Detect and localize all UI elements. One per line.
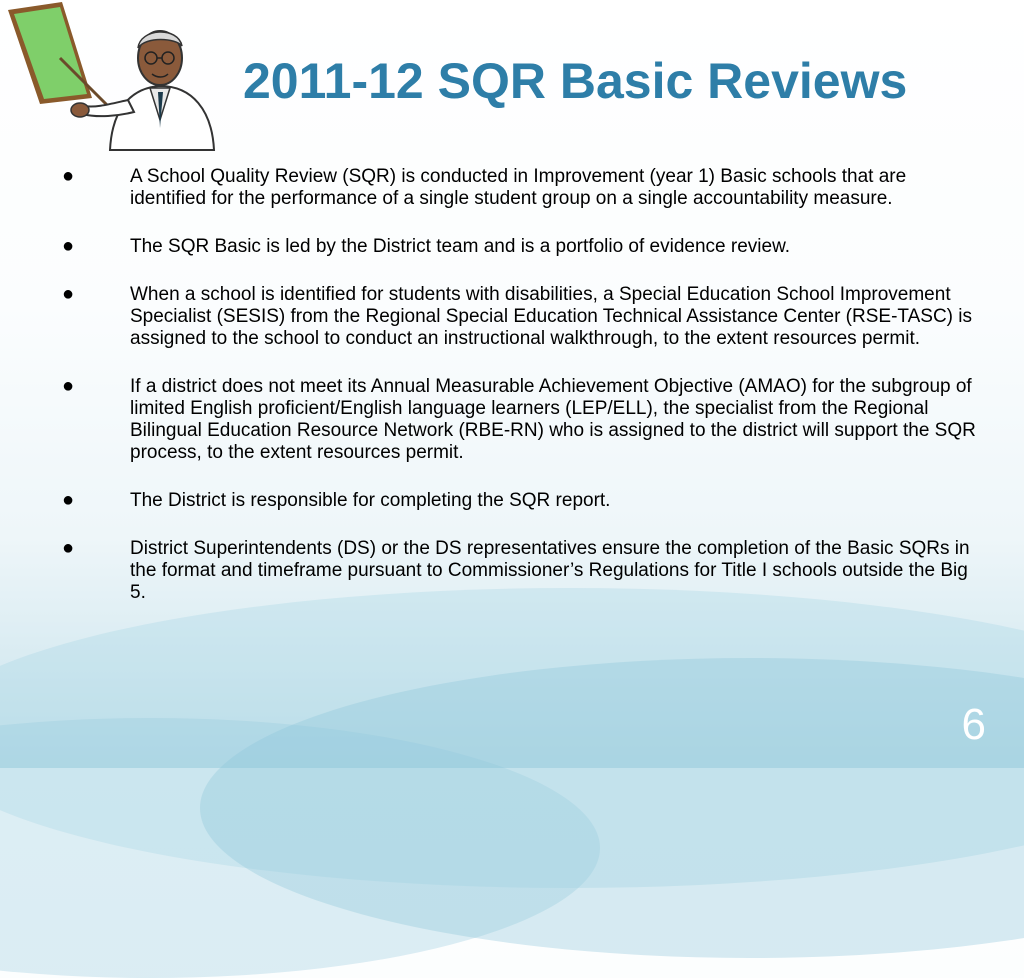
teacher-clipart-icon (0, 0, 230, 160)
list-item (60, 490, 980, 512)
list-item (60, 236, 980, 258)
bullet-text: The SQR Basic is led by the District team and is a portfolio of evidence review. (130, 236, 791, 257)
bullet-text: When a school is identified for students with disabilities, a Special Education School Improvement Specialist (SESIS) from the Regional Special Education Technical Assistance Center (RSE-TASC) is assigned to the school to conduct an instructional walkthrough, to the extent resources permit. (130, 284, 972, 349)
slide-title: 2011-12 SQR Basic Reviews (243, 53, 908, 109)
bullet-text: The District is responsible for completing the SQR report. (130, 490, 611, 511)
page-number: 6 (961, 700, 986, 749)
bullet-text: If a district does not meet its Annual Measurable Achievement Objective (AMAO) for the subgroup of limited English proficient/English language learners (LEP/ELL), the specialist from the Regional Bilingual Education Resource Network (RBE-RN) who is assigned to the district will support the SQR process, to the extent resources permit. (130, 376, 976, 463)
list-item (60, 166, 980, 210)
bullet-dot-icon: ● (62, 537, 75, 559)
bullet-dot-icon: ● (62, 235, 75, 257)
bullet-dot-icon: ● (62, 165, 75, 187)
bullet-dot-icon: ● (62, 489, 75, 511)
bullet-text: A School Quality Review (SQR) is conducted in Improvement (year 1) Basic schools that are identified for the performance of a single student group on a single accountability measure. (130, 166, 907, 209)
bullet-list (60, 166, 980, 630)
list-item (60, 376, 980, 464)
bullet-text: District Superintendents (DS) or the DS representatives ensure the completion of the Basic SQRs in the format and timeframe pursuant to Commissioner’s Regulations for Title I schools outside the Big 5. (130, 538, 970, 603)
bullet-dot-icon: ● (62, 283, 75, 305)
list-item (60, 538, 980, 604)
bullet-dot-icon: ● (62, 375, 75, 397)
list-item (60, 284, 980, 350)
